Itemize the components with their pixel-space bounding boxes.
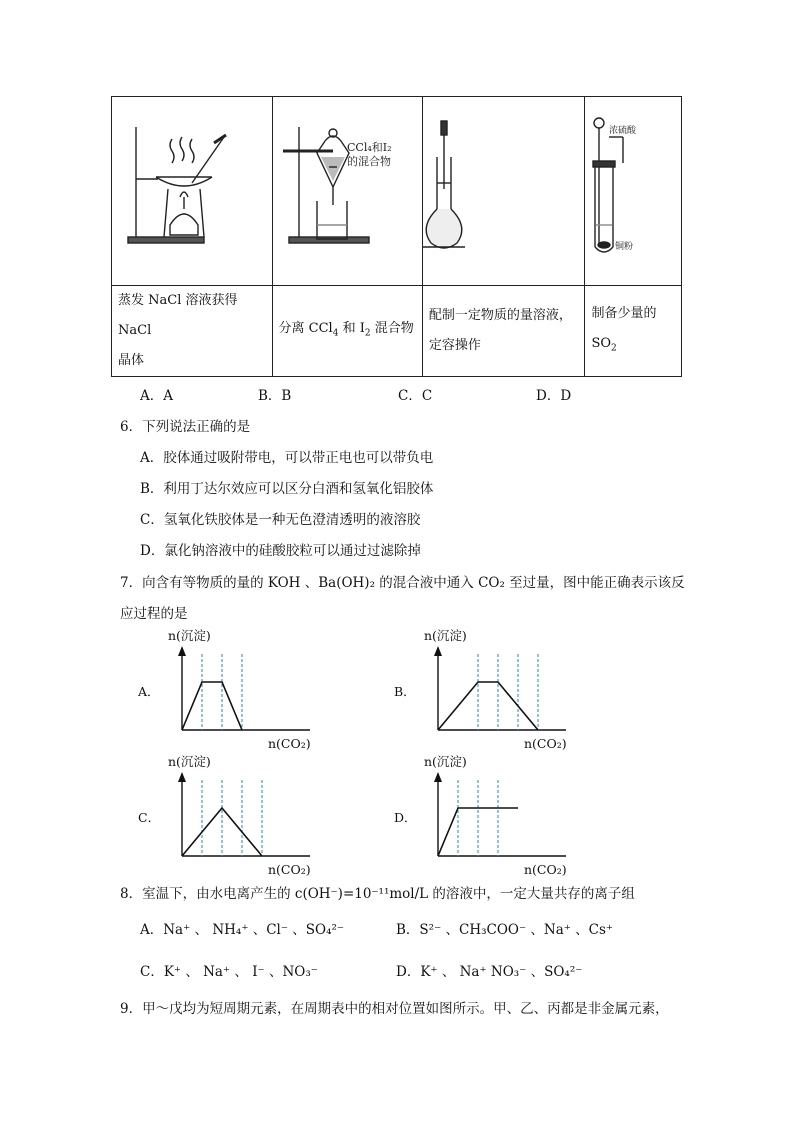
y-axis-label: n(沉淀) — [424, 754, 467, 769]
y-axis-arrow-icon — [178, 772, 186, 782]
graph-option-label: D． — [394, 810, 417, 825]
apparatus-table — [111, 96, 682, 377]
cell-so2-image — [585, 97, 682, 286]
cell-evaporation-label: 蒸发 NaCl 溶液获得 NaCl 晶体 — [112, 286, 273, 377]
q6-option-d[interactable]: D．氯化钠溶液中的硅酸胶粒可以通过过滤除掉 — [140, 543, 421, 559]
q7-graph-c[interactable] — [138, 752, 318, 878]
q7-graph-a[interactable] — [138, 626, 318, 752]
y-axis-label: n(沉淀) — [424, 628, 467, 643]
cell-volumetric-image — [422, 97, 585, 286]
cell-separation-label: 分离 CCl$_4$ 和 $I_2$ 混合物 — [272, 286, 422, 377]
x-axis-label: n(CO₂) — [524, 736, 567, 751]
svg-text:CCl₄和I₂: CCl₄和I₂ — [346, 141, 392, 154]
svg-text:铜粉: 铜粉 — [615, 242, 634, 252]
q8-option-a[interactable]: A．Na⁺ 、 NH₄⁺ 、Cl⁻ 、SO₄²⁻ — [140, 922, 345, 938]
q7-graph-d[interactable] — [394, 752, 594, 878]
y-axis-label: n(沉淀) — [168, 754, 211, 769]
q6-stem: 6．下列说法正确的是 — [120, 419, 251, 435]
svg-text:浓硫酸: 浓硫酸 — [609, 126, 637, 136]
y-axis-arrow-icon — [434, 772, 442, 782]
q7-stem-line2: 应过程的是 — [120, 606, 188, 622]
separatory-funnel-icon — [273, 97, 420, 273]
cell-volumetric-label: 配制一定物质的量溶液， 定容操作 — [422, 286, 585, 377]
q8-option-c[interactable]: C．K⁺ 、 Na⁺ 、 I⁻ 、NO₃⁻ — [140, 964, 318, 980]
x-axis-label: n(CO₂) — [524, 862, 567, 877]
q8-option-b[interactable]: B．S²⁻ 、CH₃COO⁻ 、Na⁺ 、Cs⁺ — [396, 922, 614, 938]
y-axis-arrow-icon — [178, 646, 186, 656]
cell-separation-image — [272, 97, 422, 286]
volumetric-flask-icon — [423, 97, 582, 273]
cell-evaporation-image — [112, 97, 273, 286]
q9-stem: 9．甲～戊均为短周期元素，在周期表中的相对位置如图所示。甲、乙、丙都是非金属元素， — [120, 1001, 669, 1017]
graph-option-label: A． — [138, 684, 160, 699]
x-axis-label: n(CO₂) — [268, 736, 311, 751]
q5-option-d[interactable]: D．D — [536, 388, 572, 404]
precipitate-curve — [438, 682, 538, 730]
y-axis-arrow-icon — [434, 646, 442, 656]
precipitate-curve — [182, 682, 242, 730]
q6-option-a[interactable]: A．胶体通过吸附带电，可以带正电也可以带负电 — [140, 450, 434, 466]
svg-text:的混合物: 的混合物 — [346, 155, 391, 168]
q5-option-a[interactable]: A．A — [140, 388, 173, 404]
q5-option-b[interactable]: B．B — [258, 388, 292, 404]
evaporation-apparatus-icon — [112, 97, 269, 273]
q8-option-d[interactable]: D．K⁺ 、 Na⁺ NO₃⁻ 、SO₄²⁻ — [396, 964, 583, 980]
q5-option-c[interactable]: C．C — [398, 388, 433, 404]
q8-stem: 8．室温下，由水电离产生的 c(OH⁻)=10⁻¹¹mol/L 的溶液中，一定大量共存的离子组 — [120, 886, 635, 902]
q7-stem-line1: 7．向含有等物质的量的 KOH 、Ba(OH)₂ 的混合液中通入 CO₂ 至过量，图中能正确表示该反 — [120, 575, 685, 591]
cell-so2-label: 制备少量的 $SO_2$ — [585, 286, 682, 377]
so2-generator-icon — [585, 97, 679, 273]
q6-option-b[interactable]: B．利用丁达尔效应可以区分白酒和氢氧化铝胶体 — [140, 481, 434, 497]
q6-option-c[interactable]: C．氢氧化铁胶体是一种无色澄清透明的液溶胶 — [140, 512, 421, 528]
graph-option-label: C． — [138, 810, 161, 825]
q7-graph-b[interactable] — [394, 626, 594, 752]
y-axis-label: n(沉淀) — [168, 628, 211, 643]
graph-option-label: B． — [394, 684, 416, 699]
x-axis-label: n(CO₂) — [268, 862, 311, 877]
